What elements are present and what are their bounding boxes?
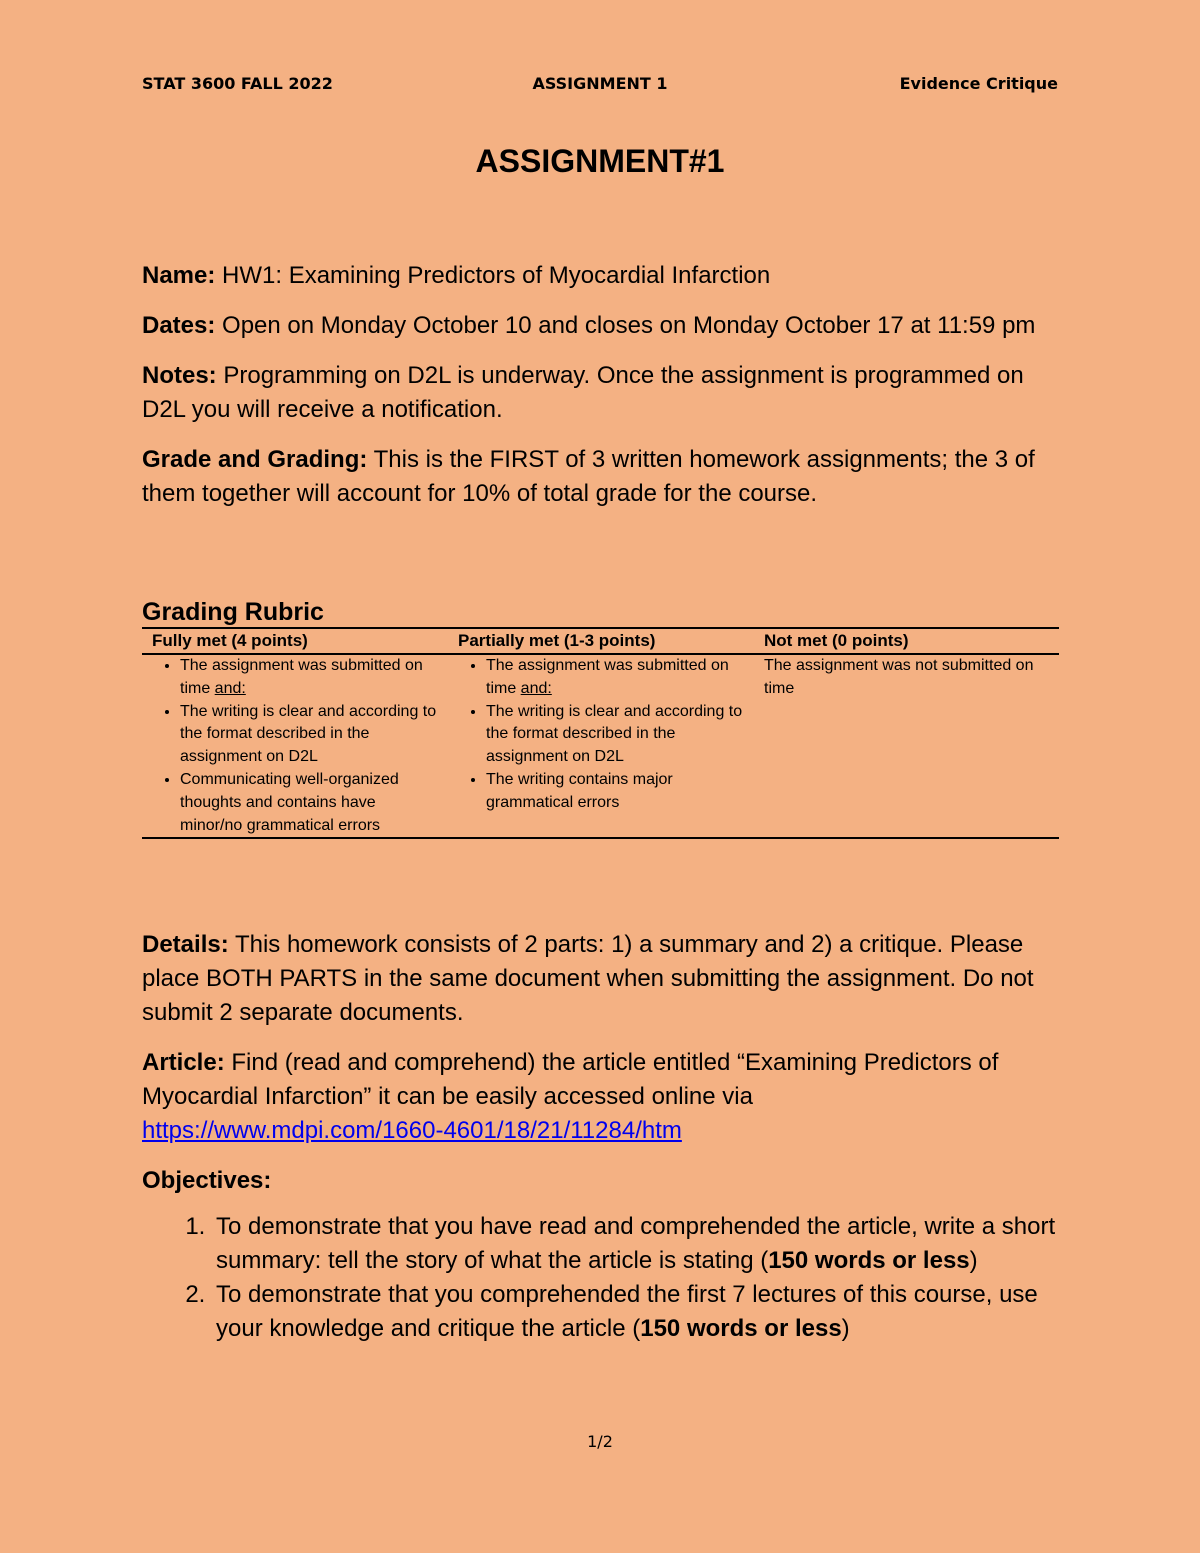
objective-end: ) — [969, 1247, 978, 1274]
header-assignment: ASSIGNMENT 1 — [532, 74, 668, 93]
rubric-cell-notmet: The assignment was not submitted on time — [754, 654, 1059, 838]
notes-text: Programming on D2L is underway. Once the assignment is programmed on D2L you will receive a notification. — [142, 362, 1024, 423]
objective-text: To demonstrate that you have read and comprehended the article, write a short summary: tell the story of what the article is stating ( — [216, 1213, 1056, 1274]
list-item: • The writing is clear and according to the format described in the assignment on D2L — [486, 701, 744, 769]
name-label: Name: — [142, 262, 216, 289]
grade-label: Grade and Grading: — [142, 446, 368, 473]
page-number: 1/2 — [587, 1432, 613, 1451]
rubric-header-fully: Fully met (4 points) — [142, 628, 448, 654]
objective-item — [212, 1210, 1059, 1278]
details-paragraph — [142, 928, 1059, 1030]
rubric-cell-partial — [448, 654, 754, 838]
rubric-header-row — [142, 628, 1059, 654]
list-item-underlined: and: — [520, 679, 552, 697]
rubric-list-partial — [458, 655, 744, 815]
header-course: STAT 3600 FALL 2022 — [142, 74, 333, 93]
list-item — [180, 655, 438, 701]
article-link[interactable]: https://www.mdpi.com/1660-4601/18/21/11284/htm — [142, 1117, 682, 1144]
rubric-body-row — [142, 654, 1059, 838]
assignment-info — [142, 259, 1059, 527]
dates-text: Open on Monday October 10 and closes on Monday October 17 at 11:59 pm — [215, 312, 1036, 339]
objective-word-limit: 150 words or less — [768, 1247, 970, 1274]
grade-text: This is the FIRST of 3 written homework assignments; the 3 of them together will account for 10% of total grade for the course. — [142, 446, 1035, 507]
assignment-details — [142, 928, 1059, 1346]
grade-paragraph — [142, 443, 1059, 511]
name-paragraph — [142, 259, 1059, 293]
list-item — [486, 655, 744, 701]
objective-word-limit: 150 words or less — [640, 1315, 842, 1342]
objectives-heading — [142, 1164, 1059, 1198]
page-title: ASSIGNMENT#1 — [475, 143, 725, 179]
objectives-list — [142, 1210, 1059, 1346]
details-text: This homework consists of 2 parts: 1) a summary and 2) a critique. Please place BOTH PARTS in the same document when submitting the assignment. Do not submit 2 separate documents. — [142, 931, 1034, 1026]
rubric-header-notmet: Not met (0 points) — [754, 628, 1059, 654]
grading-rubric — [142, 597, 1059, 839]
article-label: Article: — [142, 1049, 225, 1076]
details-label: Details: — [142, 931, 229, 958]
header-topic: Evidence Critique — [899, 74, 1058, 93]
article-text: Find (read and comprehend) the article entitled “Examining Predictors of Myocardial Infarction” it can be easily accessed online via — [142, 1049, 999, 1110]
article-paragraph — [142, 1046, 1059, 1148]
list-item: • The writing is clear and according to the format described in the assignment on D2L — [180, 701, 438, 769]
notes-label: Notes: — [142, 362, 217, 389]
name-text: HW1: Examining Predictors of Myocardial Infarction — [215, 262, 771, 289]
objective-text: To demonstrate that you comprehended the first 7 lectures of this course, use your knowledge and critique the article ( — [216, 1281, 1038, 1342]
list-item-text: The assignment was submitted on time — [180, 657, 423, 697]
list-item: • Communicating well-organized thoughts and contains have minor/no grammatical errors — [180, 769, 438, 837]
notes-paragraph — [142, 359, 1059, 427]
dates-label: Dates: — [142, 312, 216, 339]
rubric-table — [142, 627, 1059, 839]
dates-paragraph — [142, 309, 1059, 343]
objective-item — [212, 1278, 1059, 1346]
rubric-title: Grading Rubric — [142, 598, 324, 626]
rubric-list-fully — [152, 655, 438, 837]
objectives-label: Objectives: — [142, 1167, 272, 1194]
list-item-text: The assignment was submitted on time — [486, 657, 729, 697]
list-item: • The writing contains major grammatical errors — [486, 769, 744, 815]
list-item-underlined: and: — [214, 679, 246, 697]
objective-end: ) — [841, 1315, 850, 1342]
rubric-cell-fully — [142, 654, 448, 838]
rubric-header-partial: Partially met (1-3 points) — [448, 628, 754, 654]
